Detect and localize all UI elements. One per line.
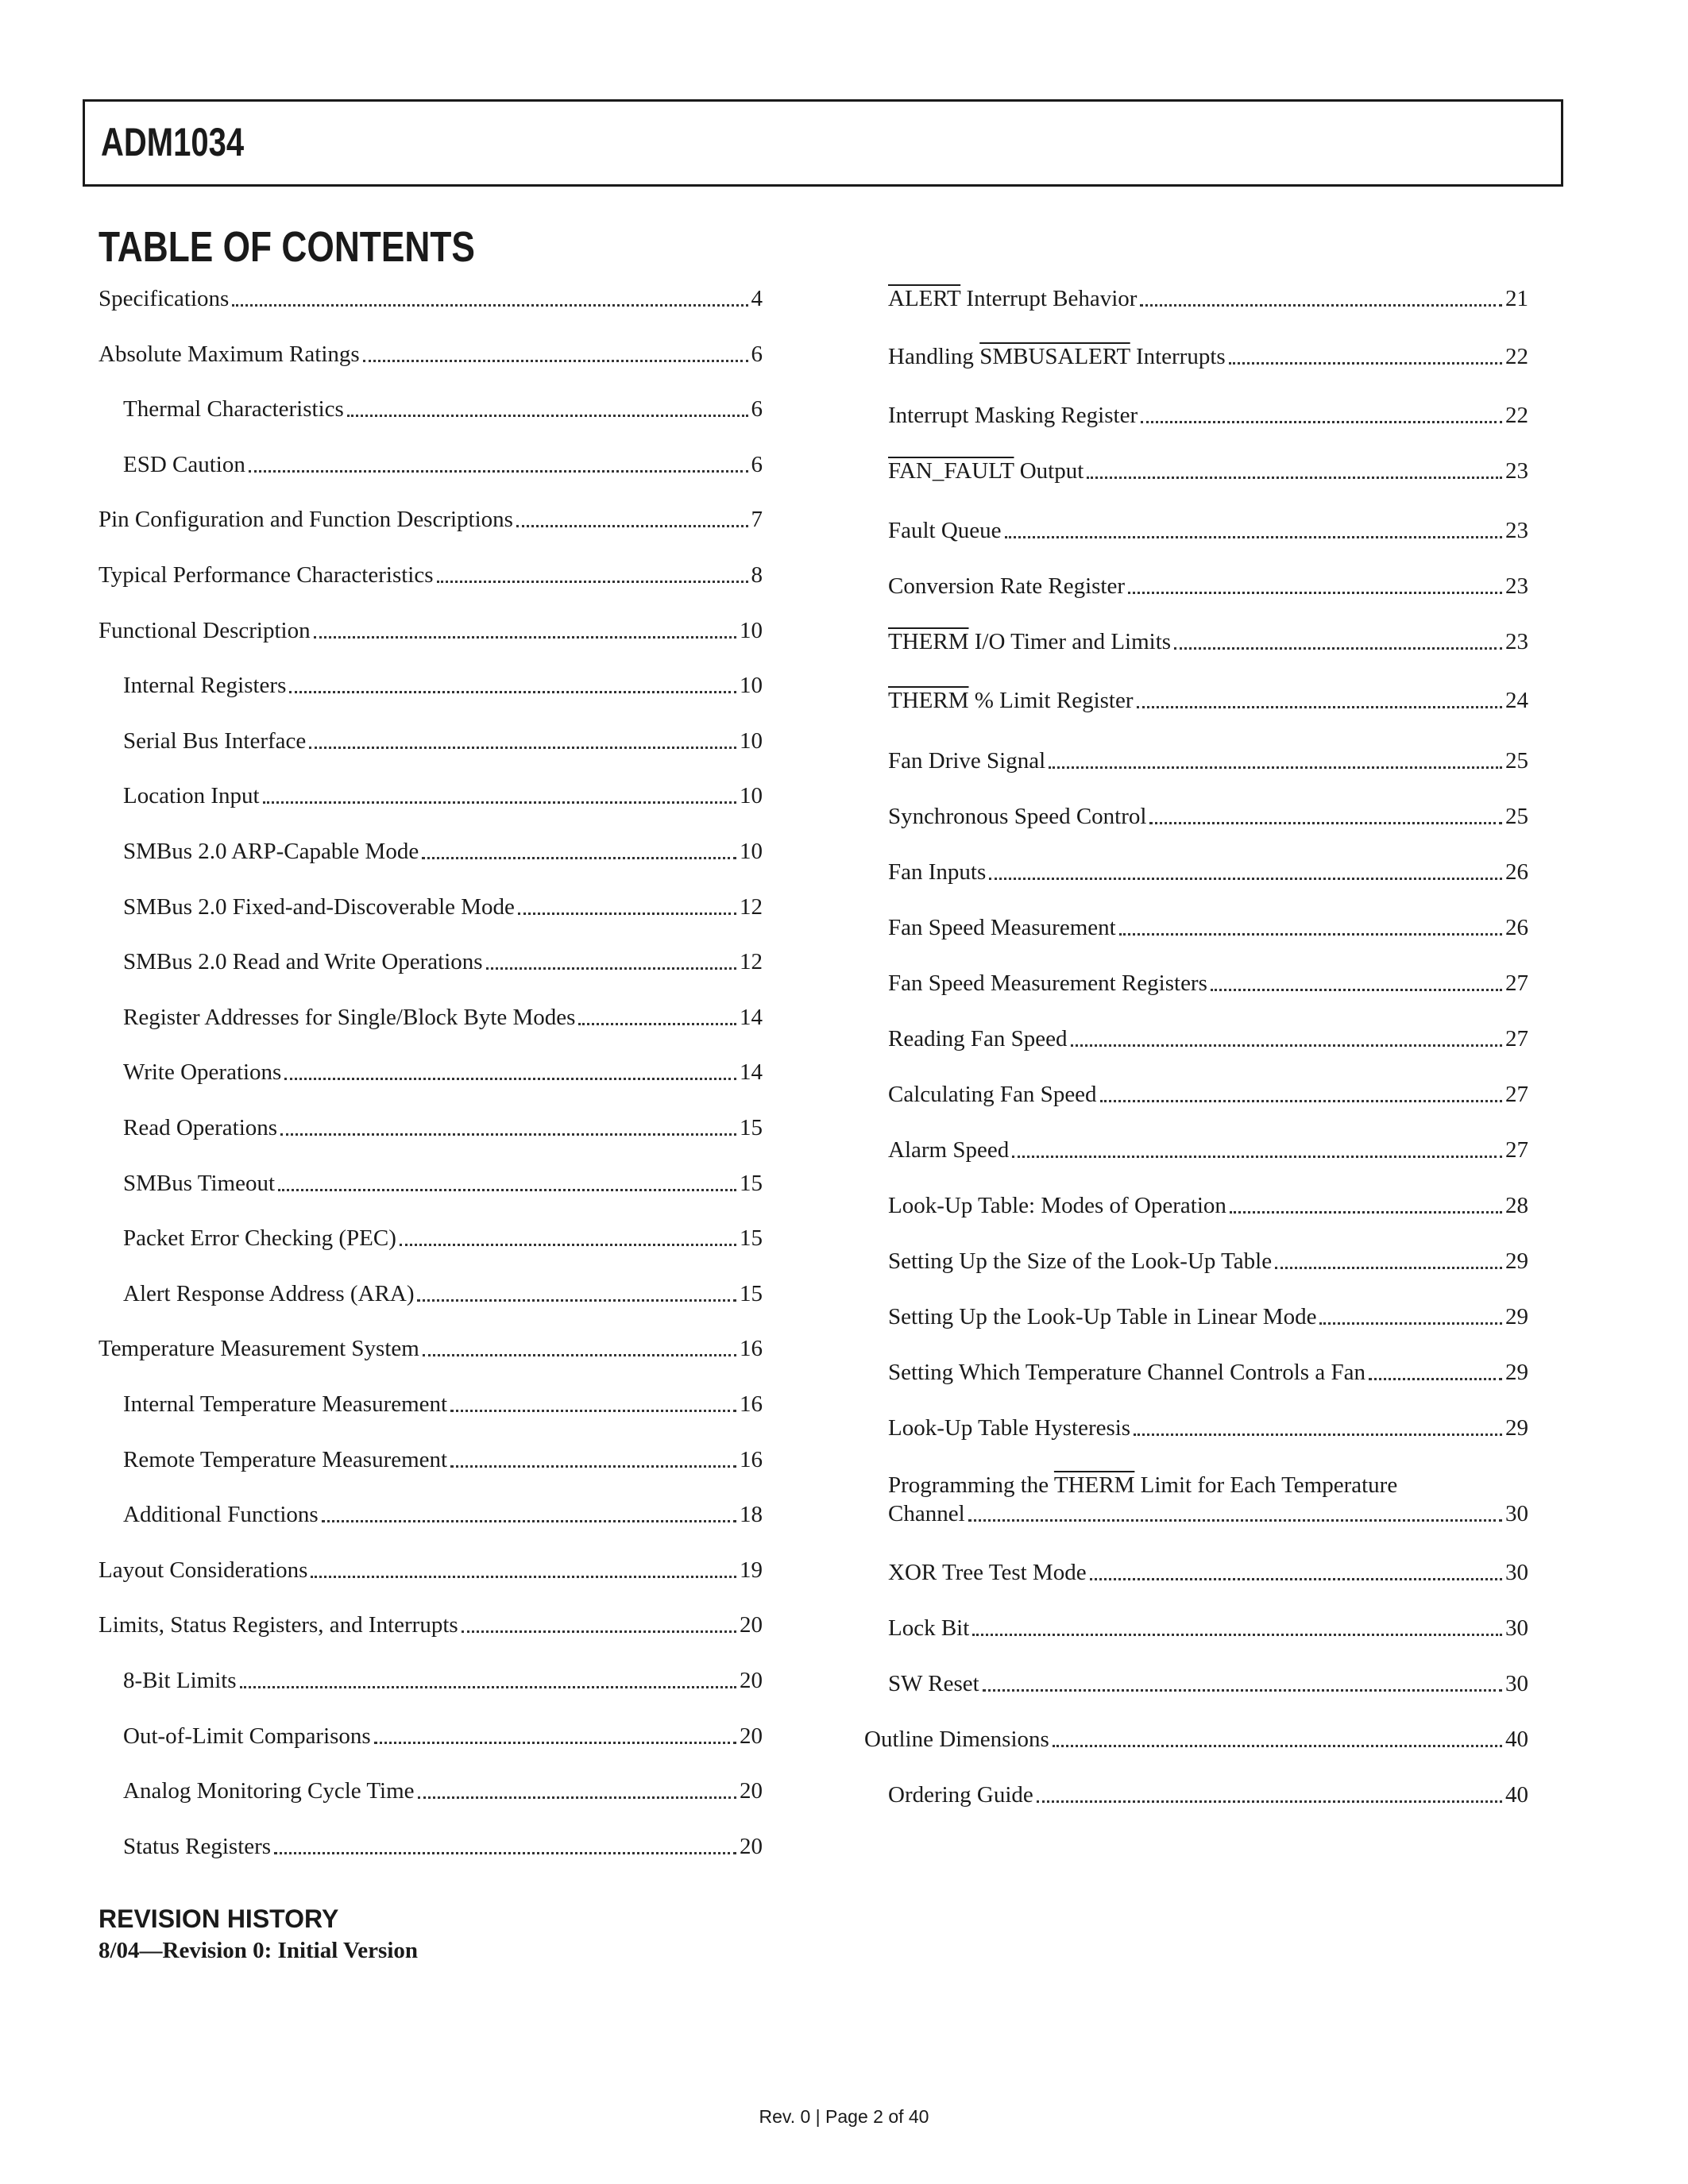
leader-dots — [983, 1689, 1502, 1692]
toc-entry-title: ESD Caution — [123, 451, 245, 477]
leader-dots — [417, 1299, 736, 1302]
toc-entry[interactable] — [123, 1777, 763, 1805]
toc-entry[interactable] — [123, 1666, 763, 1695]
leader-dots — [1049, 766, 1502, 769]
leader-dots — [1128, 592, 1502, 594]
toc-entry-title: THERM I/O Timer and Limits — [888, 629, 1172, 654]
toc-entry-page: 23 — [1505, 629, 1528, 654]
toc-entry[interactable] — [888, 1471, 1528, 1528]
toc-title: TABLE OF CONTENTS — [98, 223, 475, 271]
leader-dots — [374, 1742, 736, 1744]
toc-entry-title: Specifications — [98, 286, 230, 311]
toc-entry-page: 20 — [740, 1833, 763, 1859]
leader-dots — [1140, 304, 1502, 307]
toc-entry-title: 8-Bit Limits — [123, 1668, 237, 1693]
leader-dots — [1053, 1745, 1502, 1747]
toc-entry-page: 15 — [740, 1115, 763, 1140]
toc-entry-page: 26 — [1505, 915, 1528, 940]
leader-dots — [1369, 1378, 1502, 1380]
toc-entry-page: 29 — [1505, 1360, 1528, 1385]
toc-entry[interactable] — [888, 686, 1528, 715]
toc-entry[interactable] — [98, 505, 763, 534]
toc-entry-title: Alarm Speed — [888, 1137, 1010, 1163]
toc-entry[interactable] — [888, 1614, 1528, 1642]
toc-entry[interactable] — [98, 284, 763, 313]
toc-entry-title: Limits, Status Registers, and Interrupts — [98, 1612, 458, 1638]
toc-entry-page: 20 — [740, 1778, 763, 1804]
toc-entry-title: Conversion Rate Register — [888, 573, 1126, 599]
toc-entry-title: Ordering Guide — [888, 1782, 1033, 1808]
toc-entry[interactable] — [123, 1058, 763, 1086]
toc-entry[interactable] — [123, 450, 763, 479]
toc-entry-page: 30 — [1505, 1560, 1528, 1585]
toc-entry-title: Typical Performance Characteristics — [98, 562, 434, 588]
active-low-signal-name: THERM — [888, 629, 969, 654]
toc-entry-title: Fan Inputs — [888, 859, 987, 885]
revision-entry: 8/04—Revision 0: Initial Version — [98, 1938, 419, 1963]
toc-entry-title: Out-of-Limit Comparisons — [123, 1723, 371, 1749]
toc-entry-title: Fan Speed Measurement Registers — [888, 970, 1207, 996]
leader-dots — [1319, 1322, 1502, 1325]
toc-entry-page: 4 — [751, 286, 763, 311]
toc-entry-page: 19 — [740, 1557, 763, 1583]
toc-entry[interactable] — [123, 1832, 763, 1861]
toc-entry-page: 30 — [1505, 1501, 1528, 1526]
toc-entry-page: 10 — [740, 727, 763, 754]
toc-entry-title: Register Addresses for Single/Block Byte Modes — [123, 1004, 576, 1030]
leader-dots — [578, 1023, 736, 1025]
leader-dots — [1087, 477, 1502, 479]
toc-entry[interactable] — [123, 1169, 763, 1198]
toc-entry[interactable] — [888, 401, 1528, 430]
toc-entry[interactable] — [123, 893, 763, 921]
toc-entry-page: 27 — [1505, 970, 1528, 996]
toc-entry-page: 25 — [1505, 748, 1528, 774]
leader-dots — [989, 878, 1502, 880]
leader-dots — [462, 1630, 736, 1633]
toc-entry-page: 21 — [1505, 286, 1528, 311]
toc-entry[interactable] — [888, 913, 1528, 942]
toc-entry-page: 10 — [740, 839, 763, 864]
toc-entry-page: 14 — [740, 1059, 763, 1086]
toc-entry-page: 14 — [740, 1004, 763, 1030]
toc-entry-title: Fault Queue — [888, 518, 1002, 543]
leader-dots — [1134, 1433, 1502, 1436]
toc-entry-title: Layout Considerations — [98, 1557, 308, 1583]
toc-entry-title: Look-Up Table Hysteresis — [888, 1415, 1131, 1441]
leader-dots — [278, 1189, 736, 1191]
toc-entry[interactable] — [123, 727, 763, 755]
toc-entry-title: SMBus 2.0 Fixed-and-Discoverable Mode — [123, 893, 515, 920]
toc-entry-title: SW Reset — [888, 1671, 979, 1696]
toc-entry-page: 16 — [740, 1391, 763, 1417]
toc-entry[interactable] — [888, 1669, 1528, 1698]
active-low-signal-name: ALERT — [888, 286, 961, 311]
toc-entry[interactable] — [888, 1247, 1528, 1275]
toc-entry-title: Packet Error Checking (PEC) — [123, 1225, 396, 1252]
toc-entry-title: Setting Up the Size of the Look-Up Table — [888, 1248, 1273, 1274]
leader-dots — [232, 304, 747, 307]
leader-dots — [1100, 1100, 1502, 1102]
toc-entry[interactable] — [98, 1334, 763, 1363]
toc-entry-title: Internal Temperature Measurement — [123, 1391, 448, 1417]
leader-dots — [450, 1410, 736, 1412]
toc-entry-title: SMBus 2.0 Read and Write Operations — [123, 949, 483, 975]
header-box — [83, 99, 1563, 187]
leader-dots — [968, 1519, 1502, 1522]
toc-entry-title: THERM % Limit Register — [888, 688, 1134, 713]
toc-entry-title: Location Input — [123, 783, 260, 809]
toc-entry-page: 12 — [740, 949, 763, 975]
toc-entry[interactable] — [123, 781, 763, 810]
toc-entry-page: 6 — [751, 396, 763, 423]
toc-entry-page: 28 — [1505, 1193, 1528, 1218]
toc-entry[interactable] — [888, 1024, 1528, 1053]
toc-entry-title: Fan Drive Signal — [888, 748, 1046, 774]
toc-entry[interactable] — [888, 802, 1528, 831]
leader-dots — [418, 1796, 736, 1799]
toc-entry[interactable] — [888, 1558, 1528, 1587]
toc-entry-title: Setting Up the Look-Up Table in Linear Mode — [888, 1304, 1317, 1329]
toc-entry[interactable] — [123, 395, 763, 423]
toc-entry[interactable] — [888, 1302, 1528, 1331]
toc-entry-page: 20 — [740, 1612, 763, 1638]
leader-dots — [1071, 1044, 1502, 1047]
toc-entry[interactable] — [888, 572, 1528, 600]
toc-entry-page: 10 — [740, 673, 763, 699]
toc-entry[interactable] — [123, 1445, 763, 1474]
leader-dots — [486, 967, 736, 970]
active-low-signal-name: THERM — [888, 688, 969, 713]
leader-dots — [1005, 536, 1502, 538]
toc-entry[interactable] — [888, 747, 1528, 775]
toc-entry-title: Programming the THERM Limit for Each Temperature — [888, 1472, 1398, 1498]
toc-entry-title: Lock Bit — [888, 1615, 970, 1641]
toc-entry-title: Setting Which Temperature Channel Controls a Fan — [888, 1360, 1365, 1385]
toc-entry-page: 8 — [751, 562, 763, 588]
active-low-signal-name: FAN_FAULT — [888, 458, 1014, 484]
toc-entry-page: 15 — [740, 1170, 763, 1196]
leader-dots — [1037, 1800, 1502, 1803]
toc-entry[interactable] — [123, 1113, 763, 1142]
toc-entry[interactable] — [888, 1080, 1528, 1109]
leader-dots — [289, 691, 736, 693]
toc-entry-page: 40 — [1505, 1782, 1528, 1808]
leader-dots — [972, 1634, 1502, 1636]
toc-entry-title-continued: Channel — [888, 1501, 965, 1526]
toc-entry-page: 22 — [1505, 403, 1528, 428]
toc-entry[interactable] — [123, 1390, 763, 1418]
toc-entry-title: Status Registers — [123, 1833, 272, 1859]
toc-entry-title: XOR Tree Test Mode — [888, 1560, 1087, 1585]
leader-dots — [1211, 989, 1502, 991]
leader-dots — [274, 1852, 736, 1854]
toc-entry[interactable] — [888, 342, 1528, 371]
toc-entry-page: 24 — [1505, 688, 1528, 713]
toc-entry-page: 15 — [740, 1225, 763, 1252]
toc-entry[interactable] — [123, 837, 763, 866]
toc-entry-page: 27 — [1505, 1026, 1528, 1051]
toc-entry-title: FAN_FAULT Output — [888, 458, 1084, 484]
page-footer: Rev. 0 | Page 2 of 40 — [759, 2106, 929, 2127]
toc-entry-title: ALERT Interrupt Behavior — [888, 286, 1138, 311]
toc-entry[interactable] — [98, 1556, 763, 1584]
toc-entry-title: Internal Registers — [123, 673, 287, 699]
toc-entry-page: 18 — [740, 1502, 763, 1528]
leader-dots — [280, 1133, 736, 1136]
toc-entry-title: Reading Fan Speed — [888, 1026, 1068, 1051]
toc-entry[interactable] — [888, 1358, 1528, 1387]
toc-entry-page: 23 — [1505, 518, 1528, 543]
toc-entry-title: Additional Functions — [123, 1502, 319, 1528]
toc-entry[interactable] — [123, 1003, 763, 1032]
leader-dots — [450, 1465, 736, 1468]
leader-dots — [314, 636, 736, 639]
leader-dots — [437, 581, 748, 583]
toc-entry[interactable] — [888, 284, 1528, 313]
toc-entry-page: 15 — [740, 1280, 763, 1306]
toc-entry-page: 20 — [740, 1668, 763, 1693]
toc-entry-title: Handling SMBUSALERT Interrupts — [888, 344, 1226, 369]
toc-entry-page: 16 — [740, 1446, 763, 1472]
toc-entry-page: 23 — [1505, 458, 1528, 484]
toc-entry[interactable] — [98, 340, 763, 369]
leader-dots — [518, 913, 736, 915]
leader-dots — [284, 1078, 736, 1080]
toc-entry-page: 30 — [1505, 1671, 1528, 1696]
toc-entry[interactable] — [123, 671, 763, 700]
toc-entry-page: 29 — [1505, 1248, 1528, 1274]
leader-dots — [1141, 421, 1502, 423]
toc-entry-page: 7 — [751, 507, 763, 533]
leader-dots — [311, 1576, 736, 1578]
leader-dots — [249, 470, 748, 473]
toc-entry[interactable] — [864, 1725, 1528, 1754]
toc-entry-page: 30 — [1505, 1615, 1528, 1641]
product-name: ADM1034 — [101, 120, 245, 164]
toc-entry[interactable] — [123, 1722, 763, 1750]
toc-entry-title: Alert Response Address (ARA) — [123, 1280, 415, 1306]
leader-dots — [1174, 647, 1502, 650]
leader-dots — [240, 1686, 736, 1688]
leader-dots — [422, 857, 736, 859]
leader-dots — [263, 801, 736, 804]
toc-entry-title: Look-Up Table: Modes of Operation — [888, 1193, 1226, 1218]
leader-dots — [1137, 706, 1503, 708]
toc-entry-page: 6 — [751, 451, 763, 477]
leader-dots — [1149, 822, 1502, 824]
toc-entry[interactable] — [98, 1611, 763, 1639]
toc-entry[interactable] — [888, 969, 1528, 997]
leader-dots — [1229, 362, 1502, 365]
toc-entry-title: Fan Speed Measurement — [888, 915, 1116, 940]
toc-entry-page: 26 — [1505, 859, 1528, 885]
leader-dots — [322, 1520, 736, 1522]
toc-entry-title: Read Operations — [123, 1115, 278, 1140]
leader-dots — [309, 747, 736, 749]
toc-entry[interactable] — [888, 516, 1528, 545]
toc-entry-page: 27 — [1505, 1137, 1528, 1163]
toc-entry-title: Calculating Fan Speed — [888, 1082, 1097, 1107]
toc-entry-title: Temperature Measurement System — [98, 1336, 419, 1362]
toc-entry[interactable] — [123, 1224, 763, 1252]
toc-entry[interactable] — [123, 947, 763, 976]
toc-entry-title: Outline Dimensions — [864, 1727, 1049, 1752]
toc-entry-page: 29 — [1505, 1304, 1528, 1329]
toc-entry-title: Interrupt Masking Register — [888, 403, 1138, 428]
leader-dots — [1090, 1578, 1502, 1580]
toc-entry-page: 22 — [1505, 344, 1528, 369]
toc-entry[interactable] — [888, 1781, 1528, 1809]
revision-history-heading: REVISION HISTORY — [98, 1904, 339, 1933]
toc-entry-page: 10 — [740, 783, 763, 809]
toc-entry[interactable] — [123, 1279, 763, 1308]
toc-entry-page: 10 — [740, 617, 763, 643]
toc-entry-page: 25 — [1505, 804, 1528, 829]
toc-entry[interactable] — [888, 1136, 1528, 1164]
toc-entry-page: 23 — [1505, 573, 1528, 599]
active-low-signal-name: THERM — [1053, 1472, 1135, 1498]
toc-entry[interactable] — [888, 1191, 1528, 1220]
toc-entry[interactable] — [888, 627, 1528, 656]
toc-entry-title: Remote Temperature Measurement — [123, 1446, 448, 1472]
leader-dots — [423, 1354, 736, 1356]
leader-dots — [400, 1244, 736, 1246]
active-low-signal-name: SMBUSALERT — [979, 344, 1130, 369]
leader-dots — [1275, 1267, 1502, 1269]
toc-entry[interactable] — [98, 616, 763, 645]
toc-entry[interactable] — [888, 457, 1528, 485]
leader-dots — [1230, 1211, 1502, 1214]
toc-entry[interactable] — [123, 1500, 763, 1529]
toc-entry-page: 6 — [751, 341, 763, 367]
toc-entry-page: 12 — [740, 893, 763, 920]
toc-entry-title: Synchronous Speed Control — [888, 804, 1147, 829]
leader-dots — [1119, 933, 1502, 936]
leader-dots — [1012, 1156, 1502, 1158]
toc-entry-page: 27 — [1505, 1082, 1528, 1107]
toc-entry-page: 16 — [740, 1336, 763, 1362]
toc-entry[interactable] — [888, 1414, 1528, 1442]
toc-entry-title: Thermal Characteristics — [123, 396, 344, 423]
toc-entry-page: 29 — [1505, 1415, 1528, 1441]
leader-dots — [516, 525, 748, 527]
toc-entry-page: 40 — [1505, 1727, 1528, 1752]
toc-entry-title: Functional Description — [98, 617, 311, 643]
toc-entry-title: Absolute Maximum Ratings — [98, 341, 360, 367]
toc-entry[interactable] — [98, 561, 763, 589]
toc-entry-title: Write Operations — [123, 1059, 282, 1086]
leader-dots — [363, 360, 748, 362]
toc-entry-title: SMBus 2.0 ARP-Capable Mode — [123, 839, 419, 864]
leader-dots — [347, 415, 748, 417]
toc-entry-page: 20 — [740, 1723, 763, 1749]
toc-entry-title: Analog Monitoring Cycle Time — [123, 1778, 415, 1804]
toc-entry-title: Serial Bus Interface — [123, 727, 307, 754]
toc-entry-title: Pin Configuration and Function Descriptions — [98, 507, 513, 533]
toc-entry-title: SMBus Timeout — [123, 1170, 276, 1196]
toc-entry[interactable] — [888, 858, 1528, 886]
